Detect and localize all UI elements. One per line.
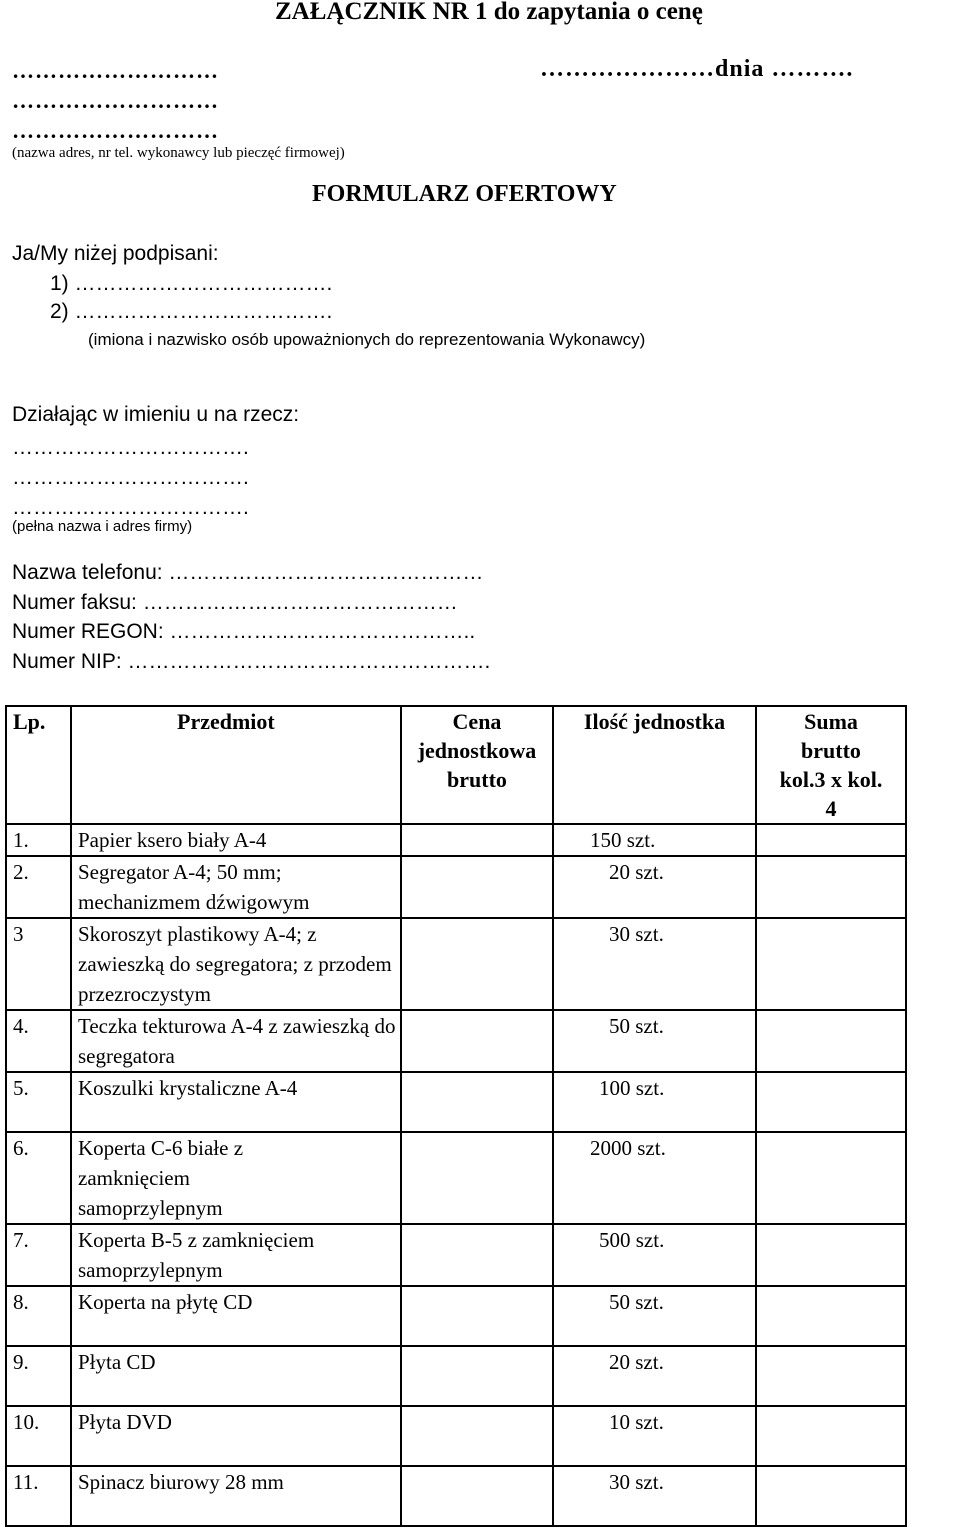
offer-table	[5, 705, 907, 1527]
row-price-cell[interactable]	[401, 1406, 553, 1466]
row-qty: 50 szt.	[553, 1286, 756, 1346]
row-price-cell[interactable]	[401, 1224, 553, 1286]
row-lp: 1.	[6, 824, 71, 856]
row-item: Koperta B-5 z zamknięciem samoprzylepnym	[71, 1224, 401, 1286]
table-row	[6, 1346, 906, 1406]
header-lp: Lp.	[6, 706, 71, 824]
table-row	[6, 1072, 906, 1132]
table-row	[6, 1010, 906, 1072]
row-lp: 9.	[6, 1346, 71, 1406]
row-qty: 30 szt.	[553, 918, 756, 1010]
row-price-cell[interactable]	[401, 1466, 553, 1526]
row-item: Papier ksero biały A-4	[71, 824, 401, 856]
row-lp: 11.	[6, 1466, 71, 1526]
signatory-line-1: 1) ……………………………….	[50, 272, 333, 295]
row-item: Koperta C-6 białe z zamknięciem samoprzylepnym	[71, 1132, 401, 1224]
header-unit-price: Cena jednostkowa brutto	[401, 706, 553, 824]
row-qty: 20 szt.	[553, 856, 756, 918]
row-item: Koszulki krystaliczne A-4	[71, 1072, 401, 1132]
row-total-cell[interactable]	[756, 1286, 906, 1346]
row-price-cell[interactable]	[401, 1132, 553, 1224]
row-price-cell[interactable]	[401, 824, 553, 856]
nip-field: Numer NIP: …………………………………………….	[12, 650, 491, 673]
signatory-line-2: 2) ……………………………….	[50, 300, 333, 323]
table-header-row	[6, 706, 906, 824]
company-dots-line-3: …………………………….	[12, 496, 249, 519]
row-price-cell[interactable]	[401, 1072, 553, 1132]
table-row	[6, 1286, 906, 1346]
contractor-dots-line-2: ………………………	[12, 88, 219, 113]
row-price-cell[interactable]	[401, 856, 553, 918]
row-qty: 10 szt.	[553, 1406, 756, 1466]
table-row	[6, 1132, 906, 1224]
table-row	[6, 1406, 906, 1466]
row-qty: 2000 szt.	[553, 1132, 756, 1224]
table-row	[6, 856, 906, 918]
regon-field: Numer REGON: ……………………………………..	[12, 620, 476, 643]
company-intro: Działając w imieniu u na rzecz:	[12, 403, 300, 426]
form-title: FORMULARZ OFERTOWY	[312, 181, 617, 207]
row-item: Spinacz biurowy 28 mm	[71, 1466, 401, 1526]
row-qty: 20 szt.	[553, 1346, 756, 1406]
row-total-cell[interactable]	[756, 856, 906, 918]
fax-field: Numer faksu: ………………………………………	[12, 591, 458, 614]
row-lp: 6.	[6, 1132, 71, 1224]
row-lp: 3	[6, 918, 71, 1010]
contractor-dots-line-1: ………………………	[12, 58, 219, 83]
company-dots-line-2: …………………………….	[12, 466, 249, 489]
row-total-cell[interactable]	[756, 918, 906, 1010]
table-row	[6, 1466, 906, 1526]
phone-field: Nazwa telefonu: ………………………………………	[12, 561, 484, 584]
header-total: Suma brutto kol.3 x kol. 4	[756, 706, 906, 824]
row-item: Teczka tekturowa A-4 z zawieszką do segregatora	[71, 1010, 401, 1072]
row-total-cell[interactable]	[756, 1072, 906, 1132]
row-total-cell[interactable]	[756, 1010, 906, 1072]
row-total-cell[interactable]	[756, 1346, 906, 1406]
row-price-cell[interactable]	[401, 1346, 553, 1406]
row-lp: 8.	[6, 1286, 71, 1346]
row-item: Skoroszyt plastikowy A-4; z zawieszką do segregatora; z przodem przezroczystym	[71, 918, 401, 1010]
row-item: Segregator A-4; 50 mm; mechanizmem dźwigowym	[71, 856, 401, 918]
contractor-dots-line-3: ………………………	[12, 118, 219, 143]
row-item: Płyta CD	[71, 1346, 401, 1406]
row-price-cell[interactable]	[401, 1286, 553, 1346]
company-note: (pełna nazwa i adres firmy)	[12, 518, 193, 535]
row-total-cell[interactable]	[756, 1224, 906, 1286]
header-quantity: Ilość jednostka	[553, 706, 756, 824]
table-row	[6, 918, 906, 1010]
row-price-cell[interactable]	[401, 918, 553, 1010]
row-total-cell[interactable]	[756, 1406, 906, 1466]
contractor-note: (nazwa adres, nr tel. wykonawcy lub pieczęć firmowej)	[12, 145, 345, 161]
row-total-cell[interactable]	[756, 1132, 906, 1224]
signatories-note: (imiona i nazwisko osób upoważnionych do reprezentowania Wykonawcy)	[88, 330, 646, 349]
date-line: …………………dnia ……….	[540, 56, 854, 82]
table-row	[6, 1224, 906, 1286]
signatories-intro: Ja/My niżej podpisani:	[12, 242, 219, 265]
row-qty: 30 szt.	[553, 1466, 756, 1526]
row-lp: 2.	[6, 856, 71, 918]
row-total-cell[interactable]	[756, 824, 906, 856]
row-price-cell[interactable]	[401, 1010, 553, 1072]
row-total-cell[interactable]	[756, 1466, 906, 1526]
header-item: Przedmiot	[71, 706, 401, 824]
row-qty: 150 szt.	[553, 824, 756, 856]
table-row	[6, 824, 906, 856]
row-qty: 500 szt.	[553, 1224, 756, 1286]
row-qty: 50 szt.	[553, 1010, 756, 1072]
document-title: ZAŁĄCZNIK NR 1 do zapytania o cenę	[275, 0, 703, 25]
row-qty: 100 szt.	[553, 1072, 756, 1132]
row-lp: 4.	[6, 1010, 71, 1072]
row-lp: 10.	[6, 1406, 71, 1466]
company-dots-line-1: …………………………….	[12, 436, 249, 459]
row-item: Koperta na płytę CD	[71, 1286, 401, 1346]
row-item: Płyta DVD	[71, 1406, 401, 1466]
row-lp: 5.	[6, 1072, 71, 1132]
row-lp: 7.	[6, 1224, 71, 1286]
